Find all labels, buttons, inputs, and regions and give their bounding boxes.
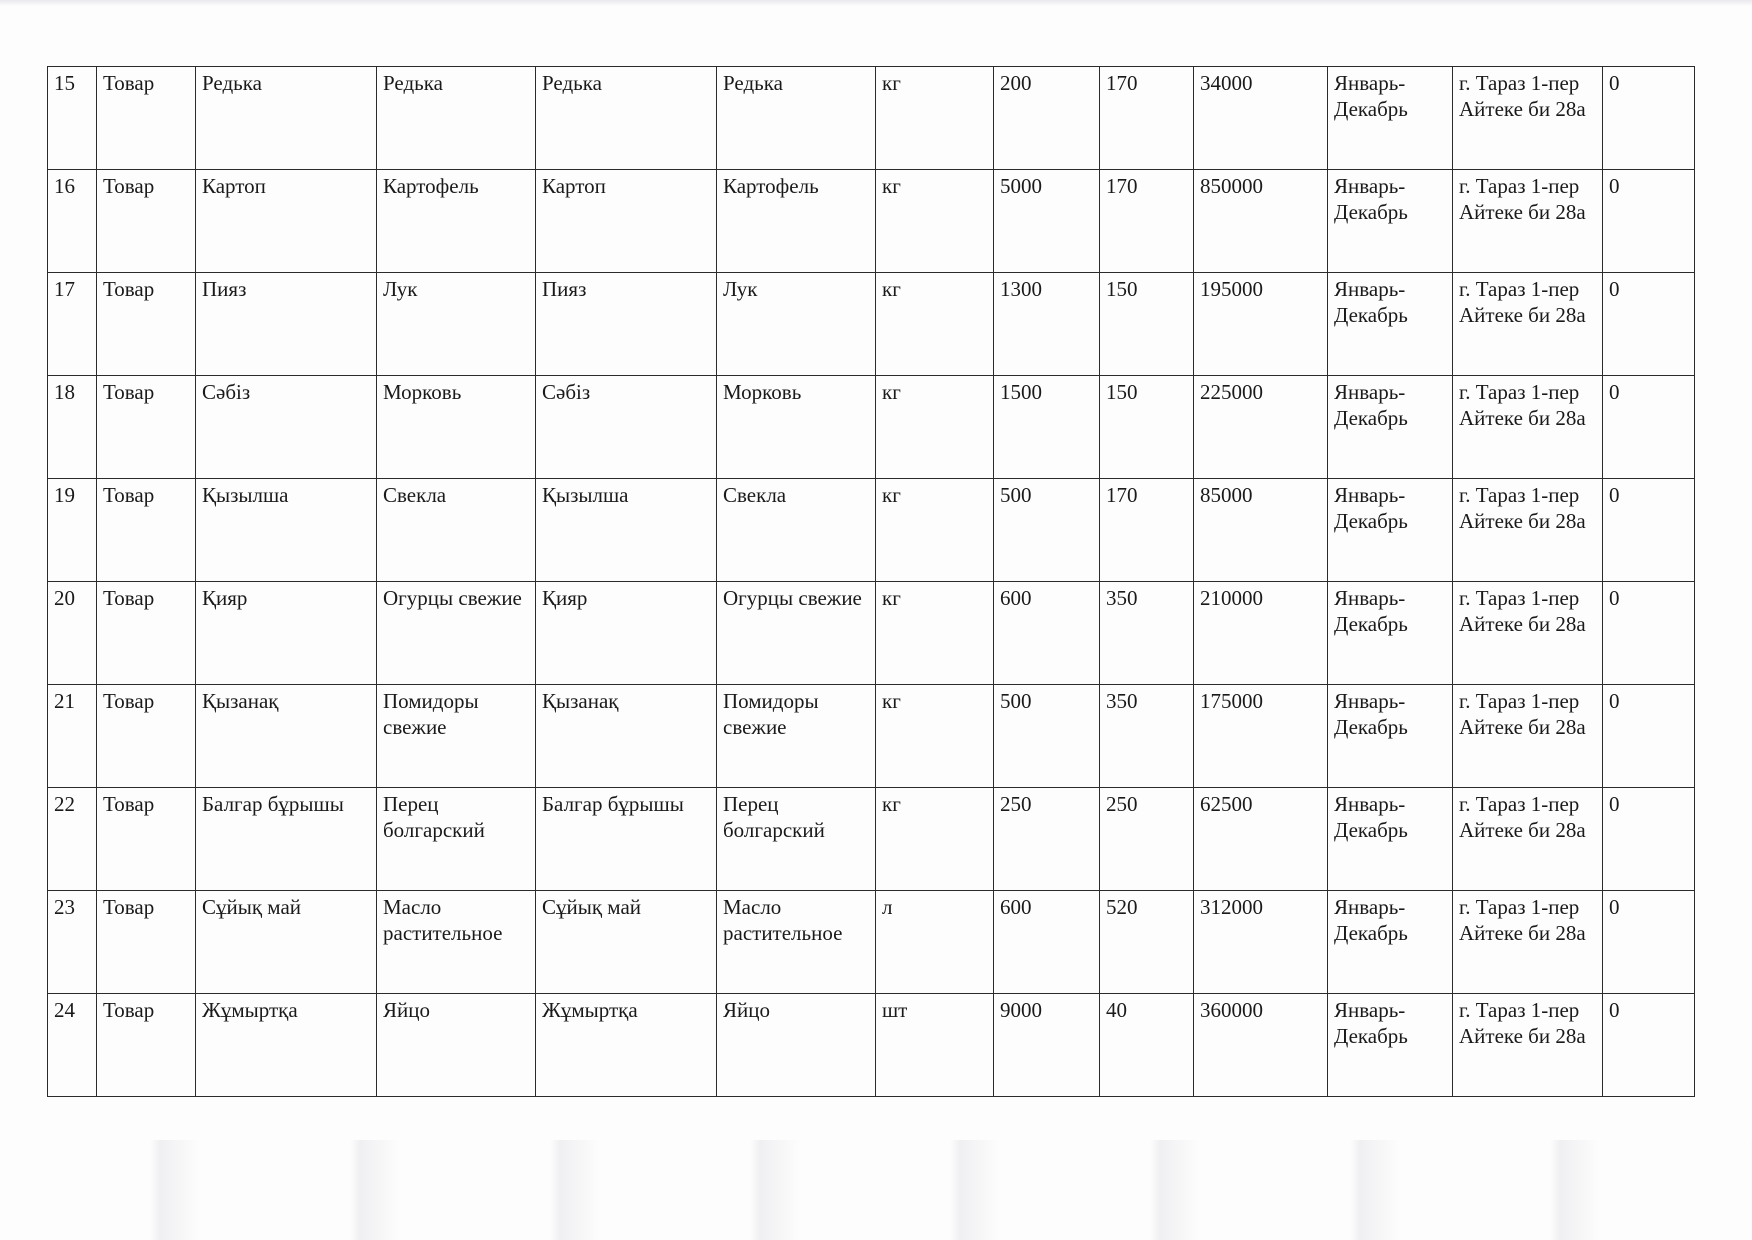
item-type-cell: Товар [97, 685, 196, 788]
item-type-cell: Товар [97, 273, 196, 376]
procurement-table [47, 66, 1695, 1097]
table-body [48, 67, 1695, 1097]
table-row [48, 685, 1695, 788]
total-amount-cell: 175000 [1194, 685, 1328, 788]
unit-price-cell: 40 [1100, 994, 1194, 1097]
name-kz-cell: Картоп [196, 170, 377, 273]
table-row [48, 994, 1695, 1097]
delivery-address-cell: г. Тараз 1-пер Айтеке би 28а [1453, 376, 1603, 479]
spec-ru-cell: Лук [717, 273, 876, 376]
unit-cell: кг [876, 788, 994, 891]
spec-kz-cell: Балгар бұрышы [536, 788, 717, 891]
unit-price-cell: 150 [1100, 376, 1194, 479]
quantity-cell: 250 [994, 788, 1100, 891]
name-ru-cell: Лук [377, 273, 536, 376]
item-type-cell: Товар [97, 788, 196, 891]
delivery-period-cell: Январь-Декабрь [1328, 788, 1453, 891]
total-amount-cell: 225000 [1194, 376, 1328, 479]
spec-ru-cell: Перец болгарский [717, 788, 876, 891]
spec-kz-cell: Пияз [536, 273, 717, 376]
table-row [48, 891, 1695, 994]
quantity-cell: 600 [994, 582, 1100, 685]
delivery-period-cell: Январь-Декабрь [1328, 582, 1453, 685]
table-row [48, 170, 1695, 273]
spec-kz-cell: Қызылша [536, 479, 717, 582]
name-ru-cell: Перец болгарский [377, 788, 536, 891]
quantity-cell: 200 [994, 67, 1100, 170]
spec-ru-cell: Редька [717, 67, 876, 170]
advance-payment-cell: 0 [1603, 273, 1695, 376]
quantity-cell: 600 [994, 891, 1100, 994]
name-kz-cell: Қызанақ [196, 685, 377, 788]
item-type-cell: Товар [97, 479, 196, 582]
name-ru-cell: Редька [377, 67, 536, 170]
delivery-period-cell: Январь-Декабрь [1328, 891, 1453, 994]
advance-payment-cell: 0 [1603, 479, 1695, 582]
delivery-period-cell: Январь-Декабрь [1328, 67, 1453, 170]
spec-kz-cell: Жұмыртқа [536, 994, 717, 1097]
name-ru-cell: Свекла [377, 479, 536, 582]
delivery-period-cell: Январь-Декабрь [1328, 376, 1453, 479]
quantity-cell: 9000 [994, 994, 1100, 1097]
advance-payment-cell: 0 [1603, 67, 1695, 170]
total-amount-cell: 850000 [1194, 170, 1328, 273]
unit-cell: кг [876, 582, 994, 685]
quantity-cell: 500 [994, 685, 1100, 788]
unit-cell: кг [876, 376, 994, 479]
name-ru-cell: Огурцы свежие [377, 582, 536, 685]
unit-cell: кг [876, 273, 994, 376]
total-amount-cell: 34000 [1194, 67, 1328, 170]
row-number-cell: 21 [48, 685, 97, 788]
name-kz-cell: Қияр [196, 582, 377, 685]
item-type-cell: Товар [97, 994, 196, 1097]
total-amount-cell: 62500 [1194, 788, 1328, 891]
unit-price-cell: 170 [1100, 479, 1194, 582]
quantity-cell: 1300 [994, 273, 1100, 376]
unit-cell: кг [876, 685, 994, 788]
spec-ru-cell: Морковь [717, 376, 876, 479]
quantity-cell: 5000 [994, 170, 1100, 273]
spec-ru-cell: Помидоры свежие [717, 685, 876, 788]
total-amount-cell: 360000 [1194, 994, 1328, 1097]
advance-payment-cell: 0 [1603, 788, 1695, 891]
advance-payment-cell: 0 [1603, 685, 1695, 788]
table-row [48, 273, 1695, 376]
unit-price-cell: 170 [1100, 67, 1194, 170]
advance-payment-cell: 0 [1603, 891, 1695, 994]
delivery-period-cell: Январь-Декабрь [1328, 273, 1453, 376]
delivery-period-cell: Январь-Декабрь [1328, 479, 1453, 582]
item-type-cell: Товар [97, 67, 196, 170]
name-kz-cell: Сәбіз [196, 376, 377, 479]
name-kz-cell: Қызылша [196, 479, 377, 582]
advance-payment-cell: 0 [1603, 376, 1695, 479]
row-number-cell: 19 [48, 479, 97, 582]
delivery-period-cell: Январь-Декабрь [1328, 994, 1453, 1097]
advance-payment-cell: 0 [1603, 170, 1695, 273]
row-number-cell: 15 [48, 67, 97, 170]
spec-ru-cell: Яйцо [717, 994, 876, 1097]
advance-payment-cell: 0 [1603, 994, 1695, 1097]
delivery-address-cell: г. Тараз 1-пер Айтеке би 28а [1453, 994, 1603, 1097]
item-type-cell: Товар [97, 376, 196, 479]
spec-kz-cell: Редька [536, 67, 717, 170]
name-kz-cell: Жұмыртқа [196, 994, 377, 1097]
spec-ru-cell: Картофель [717, 170, 876, 273]
delivery-address-cell: г. Тараз 1-пер Айтеке би 28а [1453, 685, 1603, 788]
table-row [48, 376, 1695, 479]
scan-artifact-band [0, 1140, 1752, 1240]
unit-cell: кг [876, 67, 994, 170]
row-number-cell: 16 [48, 170, 97, 273]
unit-cell: кг [876, 170, 994, 273]
row-number-cell: 17 [48, 273, 97, 376]
item-type-cell: Товар [97, 582, 196, 685]
spec-kz-cell: Қияр [536, 582, 717, 685]
name-ru-cell: Картофель [377, 170, 536, 273]
row-number-cell: 18 [48, 376, 97, 479]
name-kz-cell: Редька [196, 67, 377, 170]
table-row [48, 582, 1695, 685]
total-amount-cell: 210000 [1194, 582, 1328, 685]
spec-ru-cell: Свекла [717, 479, 876, 582]
delivery-address-cell: г. Тараз 1-пер Айтеке би 28а [1453, 479, 1603, 582]
spec-kz-cell: Сәбіз [536, 376, 717, 479]
total-amount-cell: 195000 [1194, 273, 1328, 376]
unit-price-cell: 350 [1100, 685, 1194, 788]
advance-payment-cell: 0 [1603, 582, 1695, 685]
scan-top-edge [0, 0, 1752, 6]
table-row [48, 479, 1695, 582]
spec-kz-cell: Қызанақ [536, 685, 717, 788]
item-type-cell: Товар [97, 891, 196, 994]
total-amount-cell: 312000 [1194, 891, 1328, 994]
row-number-cell: 23 [48, 891, 97, 994]
name-ru-cell: Масло растительное [377, 891, 536, 994]
name-kz-cell: Сұйық май [196, 891, 377, 994]
unit-price-cell: 350 [1100, 582, 1194, 685]
spec-ru-cell: Огурцы свежие [717, 582, 876, 685]
unit-price-cell: 520 [1100, 891, 1194, 994]
item-type-cell: Товар [97, 170, 196, 273]
quantity-cell: 500 [994, 479, 1100, 582]
delivery-period-cell: Январь-Декабрь [1328, 170, 1453, 273]
unit-cell: кг [876, 479, 994, 582]
total-amount-cell: 85000 [1194, 479, 1328, 582]
unit-price-cell: 250 [1100, 788, 1194, 891]
quantity-cell: 1500 [994, 376, 1100, 479]
spec-kz-cell: Сұйық май [536, 891, 717, 994]
row-number-cell: 22 [48, 788, 97, 891]
name-kz-cell: Пияз [196, 273, 377, 376]
delivery-address-cell: г. Тараз 1-пер Айтеке би 28а [1453, 67, 1603, 170]
unit-price-cell: 150 [1100, 273, 1194, 376]
unit-cell: л [876, 891, 994, 994]
row-number-cell: 20 [48, 582, 97, 685]
delivery-address-cell: г. Тараз 1-пер Айтеке би 28а [1453, 273, 1603, 376]
delivery-period-cell: Январь-Декабрь [1328, 685, 1453, 788]
delivery-address-cell: г. Тараз 1-пер Айтеке би 28а [1453, 582, 1603, 685]
table-row [48, 67, 1695, 170]
name-kz-cell: Балгар бұрышы [196, 788, 377, 891]
delivery-address-cell: г. Тараз 1-пер Айтеке би 28а [1453, 788, 1603, 891]
name-ru-cell: Помидоры свежие [377, 685, 536, 788]
delivery-address-cell: г. Тараз 1-пер Айтеке би 28а [1453, 891, 1603, 994]
delivery-address-cell: г. Тараз 1-пер Айтеке би 28а [1453, 170, 1603, 273]
spec-ru-cell: Масло растительное [717, 891, 876, 994]
unit-price-cell: 170 [1100, 170, 1194, 273]
name-ru-cell: Яйцо [377, 994, 536, 1097]
name-ru-cell: Морковь [377, 376, 536, 479]
table-row [48, 788, 1695, 891]
spec-kz-cell: Картоп [536, 170, 717, 273]
unit-cell: шт [876, 994, 994, 1097]
row-number-cell: 24 [48, 994, 97, 1097]
